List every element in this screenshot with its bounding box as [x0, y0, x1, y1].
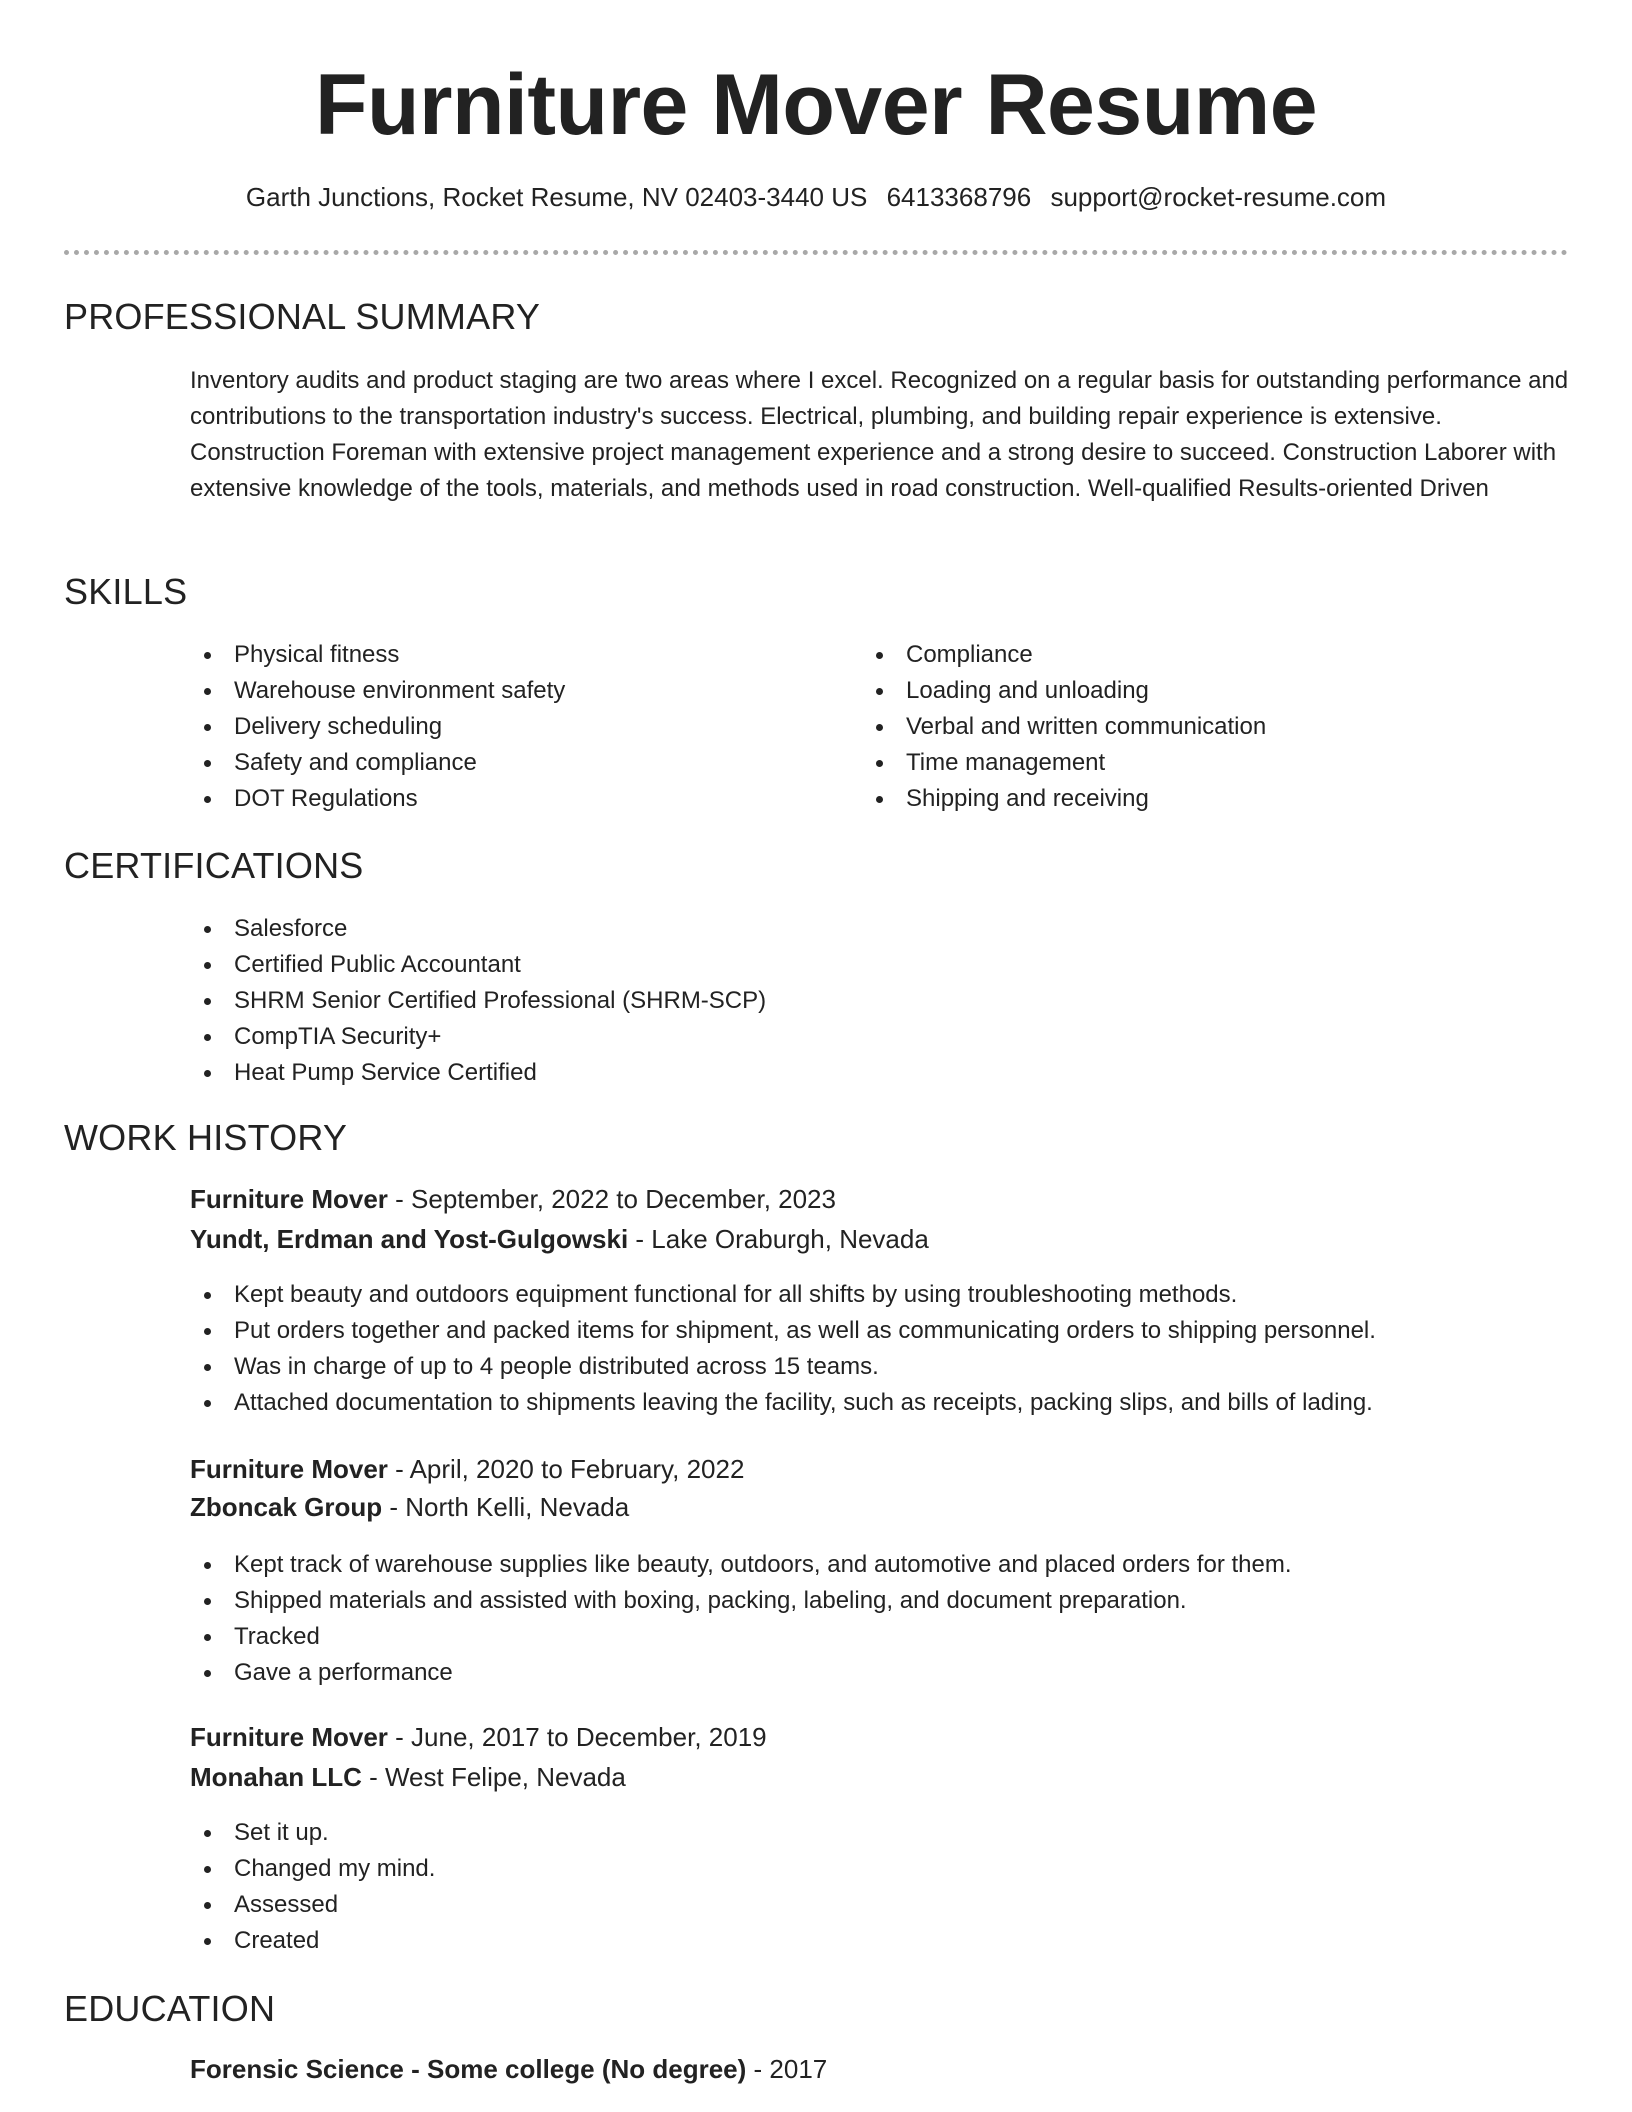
list-item: Salesforce: [190, 911, 1490, 947]
list-item: Shipped materials and assisted with boxing, packing, labeling, and document preparation.: [190, 1583, 1570, 1619]
job-dates: - September, 2022 to December, 2023: [387, 1184, 836, 1214]
list-item: Time management: [862, 745, 1562, 781]
job-title-line: [190, 1454, 744, 1485]
job-title-line: [190, 1722, 767, 1753]
work-history-heading: WORK HISTORY: [64, 1117, 348, 1158]
skills-heading: SKILLS: [64, 571, 188, 612]
list-item: Attached documentation to shipments leaving the facility, such as receipts, packing slips, and bills of lading.: [190, 1385, 1570, 1421]
list-item: Loading and unloading: [862, 673, 1562, 709]
job-title: Furniture Mover: [190, 1722, 388, 1752]
job-company: Zboncak Group: [190, 1492, 383, 1522]
contact-line: [0, 182, 1632, 213]
list-item: Was in charge of up to 4 people distributed across 15 teams.: [190, 1349, 1570, 1385]
job-company-line: [190, 1492, 629, 1523]
certifications-heading: CERTIFICATIONS: [64, 845, 364, 886]
list-item: Delivery scheduling: [190, 709, 830, 745]
job-duties-list: [190, 1547, 1570, 1691]
list-item: Compliance: [862, 637, 1562, 673]
education-line: [190, 2054, 827, 2085]
list-item: Safety and compliance: [190, 745, 830, 781]
job-duties-list: [190, 1815, 1570, 1959]
skills-list-right: [862, 637, 1562, 817]
certifications-list: [190, 911, 1490, 1091]
list-item: Set it up.: [190, 1815, 1570, 1851]
list-item: DOT Regulations: [190, 781, 830, 817]
job-dates: - April, 2020 to February, 2022: [387, 1454, 745, 1484]
list-item: Assessed: [190, 1887, 1570, 1923]
contact-address: Garth Junctions, Rocket Resume, NV 02403-3440 US: [245, 182, 868, 212]
header-divider: [64, 250, 1568, 255]
job-duties-list: [190, 1277, 1570, 1421]
list-item: SHRM Senior Certified Professional (SHRM-SCP): [190, 983, 1490, 1019]
list-item: Warehouse environment safety: [190, 673, 830, 709]
list-item: Verbal and written communication: [862, 709, 1562, 745]
education-degree: Forensic Science - Some college (No degree): [190, 2054, 747, 2084]
list-item: Gave a performance: [190, 1655, 1570, 1691]
summary-text: Inventory audits and product staging are two areas where I excel. Recognized on a regular basis for outstanding performance and contributions to the transportation industry's success. Electrical, plumbing, and building repair experience is extensive. Construction Foreman with extensive project management experience and a strong desire to succeed. Construction Laborer with extensive knowledge of the tools, materials, and methods used in road construction. Well-qualified Results-oriented Driven: [190, 367, 1569, 502]
job-title: Furniture Mover: [190, 1454, 388, 1484]
job-company: Monahan LLC: [190, 1762, 362, 1792]
list-item: Changed my mind.: [190, 1851, 1570, 1887]
job-location: - Lake Oraburgh, Nevada: [628, 1224, 929, 1254]
job-company-line: [190, 1762, 626, 1793]
list-item: CompTIA Security+: [190, 1019, 1490, 1055]
job-title: Furniture Mover: [190, 1184, 388, 1214]
job-company: Yundt, Erdman and Yost-Gulgowski: [190, 1224, 629, 1254]
list-item: Physical fitness: [190, 637, 830, 673]
job-company-line: [190, 1224, 929, 1255]
job-dates: - June, 2017 to December, 2019: [387, 1722, 767, 1752]
list-item: Kept track of warehouse supplies like beauty, outdoors, and automotive and placed orders for them.: [190, 1547, 1570, 1583]
resume-title: Furniture Mover Resume: [314, 57, 1318, 153]
job-location: - North Kelli, Nevada: [382, 1492, 630, 1522]
skills-list-left: [190, 637, 830, 817]
education-heading: EDUCATION: [64, 1988, 276, 2029]
list-item: Created: [190, 1923, 1570, 1959]
list-item: Shipping and receiving: [862, 781, 1562, 817]
contact-email[interactable]: support@rocket-resume.com: [1050, 182, 1387, 212]
list-item: Tracked: [190, 1619, 1570, 1655]
summary-heading: PROFESSIONAL SUMMARY: [64, 296, 541, 337]
list-item: Certified Public Accountant: [190, 947, 1490, 983]
list-item: Kept beauty and outdoors equipment functional for all shifts by using troubleshooting methods.: [190, 1277, 1570, 1313]
list-item: Heat Pump Service Certified: [190, 1055, 1490, 1091]
job-location: - West Felipe, Nevada: [361, 1762, 626, 1792]
contact-phone: 6413368796: [886, 182, 1032, 212]
education-year: - 2017: [746, 2054, 828, 2084]
list-item: Put orders together and packed items for shipment, as well as communicating orders to shipping personnel.: [190, 1313, 1570, 1349]
job-title-line: [190, 1184, 836, 1215]
